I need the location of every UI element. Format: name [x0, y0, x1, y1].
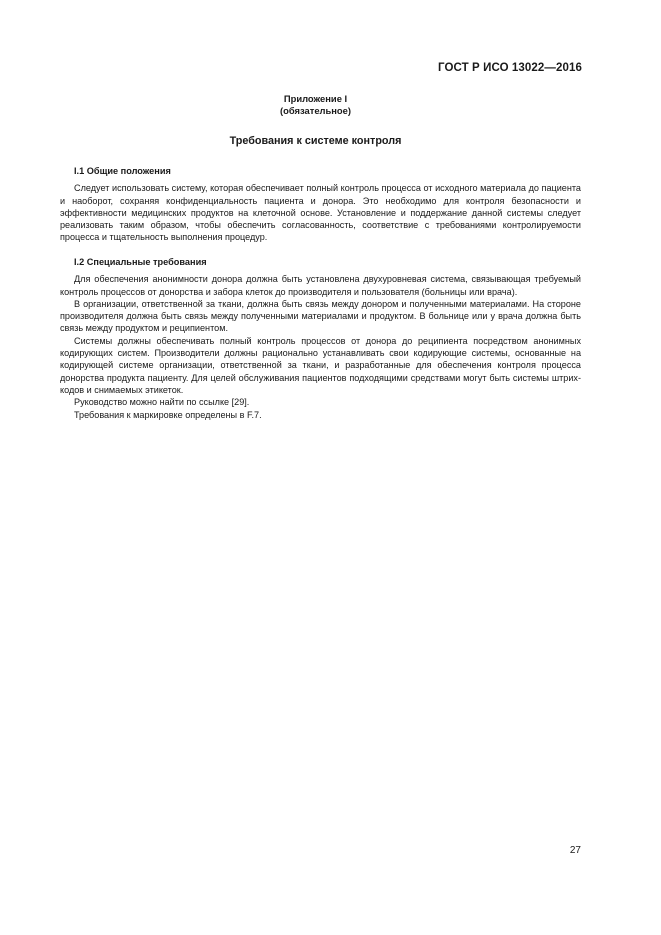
- section-heading: I.1 Общие положения: [74, 166, 171, 176]
- paragraph: Для обеспечения анонимности донора должна быть установлена двухуровневая система, связывающая требуемый контроль процессов от донорства и забора клеток до производителя и пользователя (больницы или врача).: [60, 274, 581, 297]
- section-general: [60, 165, 581, 244]
- section-heading: I.2 Специальные требования: [74, 257, 207, 267]
- paragraph: В организации, ответственной за ткани, должна быть связь между донором и полученными материалами. На стороне производителя должна быть связь между полученными материалами и продуктом. В больнице или у врача должна быть связь между продуктом и реципиентом.: [60, 298, 581, 334]
- section-special-requirements: [60, 256, 581, 421]
- standard-code: ГОСТ Р ИСО 13022—2016: [437, 62, 582, 74]
- paragraph-reference: Руководство можно найти по ссылке [29].: [74, 397, 250, 408]
- annex-heading: [0, 93, 631, 117]
- paragraph: Следует использовать систему, которая обеспечивает полный контроль процесса от исходного материала до пациента и наоборот, сохраняя конфиденциальность пациента и донора. Это необходимо для контроля безопасности и эффективности медицинских продуктов на клеточной основе. Установление и поддержание данной системы следует реализовать таким образом, чтобы обеспечить согласованность, соответствие с требованиями контролируемости процесса и тщательность выполнения процедур.: [60, 183, 581, 243]
- annex-status: (обязательное): [280, 105, 351, 116]
- paragraph: Системы должны обеспечивать полный контроль процессов от донора до реципиента посредством анонимных кодирующих систем. Производители должны рационально устанавливать свои кодирующие системы, основанные на кодирующей системе организации, ответственной за ткани, и разработанные для обеспечения контроля процесса донорства продукта пациенту. Для целей обслуживания пациентов подходящими средствами могут быть системы штрих-кодов и снимаемых этикеток.: [60, 335, 581, 395]
- document-title: Требования к системе контроля: [229, 135, 402, 147]
- annex-title: Приложение I: [283, 93, 348, 104]
- page-number: 27: [569, 845, 581, 856]
- paragraph-labeling: Требования к маркировке определены в F.7.: [74, 409, 262, 420]
